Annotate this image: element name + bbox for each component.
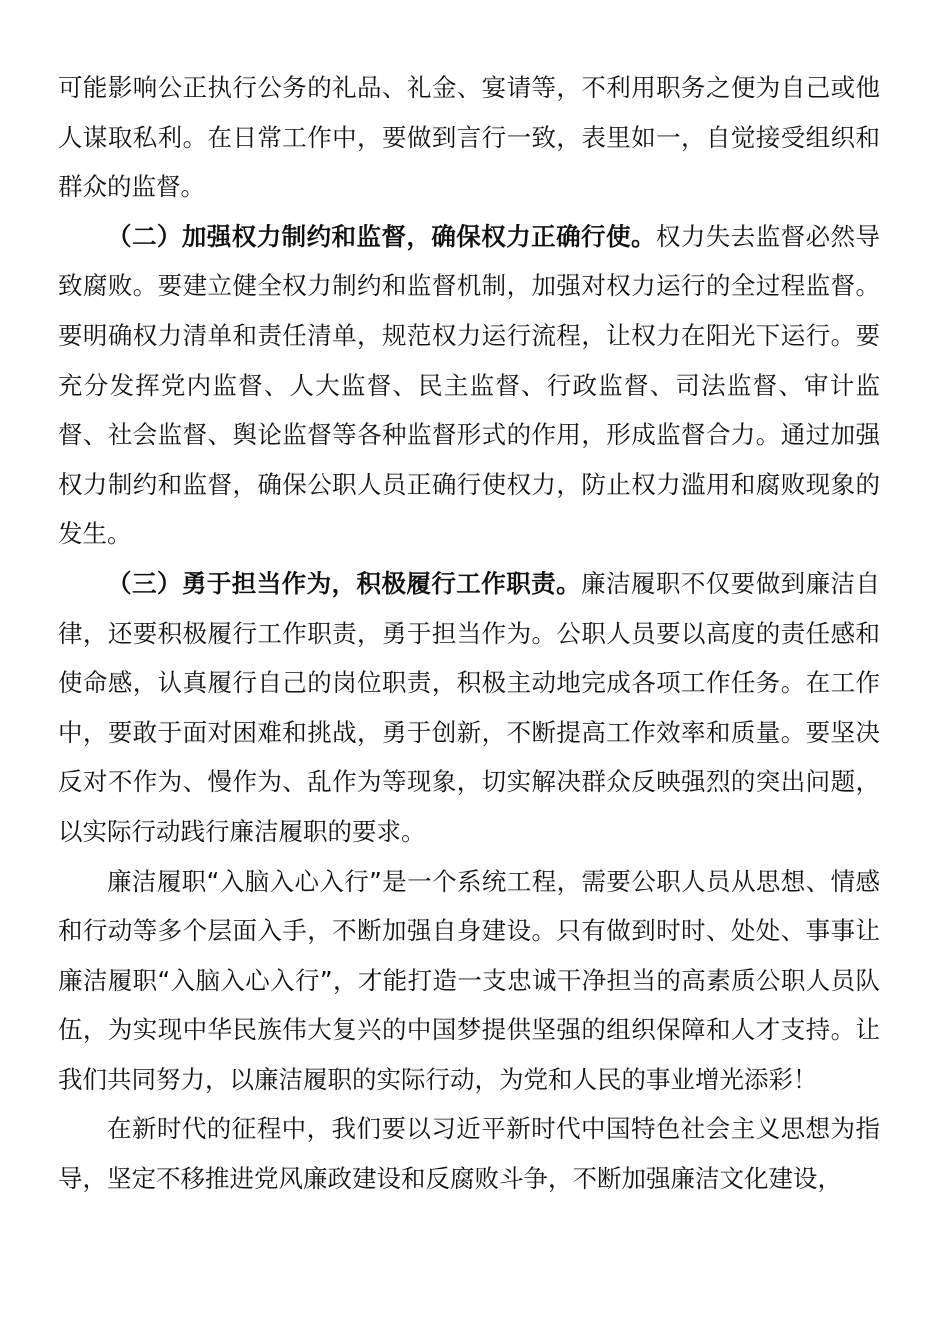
paragraph-2: [58, 212, 880, 559]
paragraph-1-body: 可能影响公正执行公务的礼品、礼金、宴请等，不利用职务之便为自己或他人谋取私利。在日常工作中，要做到言行一致，表里如一，自觉接受组织和群众的监督。: [58, 73, 880, 202]
paragraph-4-body: 廉洁履职“入脑入心入行”是一个系统工程，需要公职人员从思想、情感和行动等多个层面入手，不断加强自身建设。只有做到时时、处处、事事让廉洁履职“入脑入心入行”，才能打造一支忠诚干净担当的高素质公职人员队伍，为实现中华民族伟大复兴的中国梦提供坚强的组织保障和人才支持。让我们共同努力，以廉洁履职的实际行动，为党和人民的事业增光添彩！: [58, 866, 880, 1094]
paragraph-3-heading: （三）勇于担当作为，积极履行工作职责。: [107, 568, 582, 598]
paragraph-1: [58, 63, 880, 212]
paragraph-4: [58, 857, 880, 1105]
paragraph-5-body: 在新时代的征程中，我们要以习近平新时代中国特色社会主义思想为指导，坚定不移推进党风廉政建设和反腐败斗争，不断加强廉洁文化建设，: [58, 1114, 880, 1194]
paragraph-2-body: 权力失去监督必然导致腐败。要建立健全权力制约和监督机制，加强对权力运行的全过程监督。要明确权力清单和责任清单，规范权力运行流程，让权力在阳光下运行。要充分发挥党内监督、人大监督、民主监督、行政监督、司法监督、审计监督、社会监督、舆论监督等各种监督形式的作用，形成监督合力。通过加强权力制约和监督，确保公职人员正确行使权力，防止权力滥用和腐败现象的发生。: [58, 221, 881, 549]
paragraph-2-heading: （二）加强权力制约和监督，确保权力正确行使。: [107, 221, 656, 251]
document-page: [58, 63, 880, 1204]
paragraph-5: [58, 1104, 880, 1203]
paragraph-3: [58, 559, 880, 857]
paragraph-3-body: 廉洁履职不仅要做到廉洁自律，还要积极履行工作职责，勇于担当作为。公职人员要以高度的责任感和使命感，认真履行自己的岗位职责，积极主动地完成各项工作任务。在工作中，要敢于面对困难和挑战，勇于创新，不断提高工作效率和质量。要坚决反对不作为、慢作为、乱作为等现象，切实解决群众反映强烈的突出问题，以实际行动践行廉洁履职的要求。: [58, 568, 881, 846]
